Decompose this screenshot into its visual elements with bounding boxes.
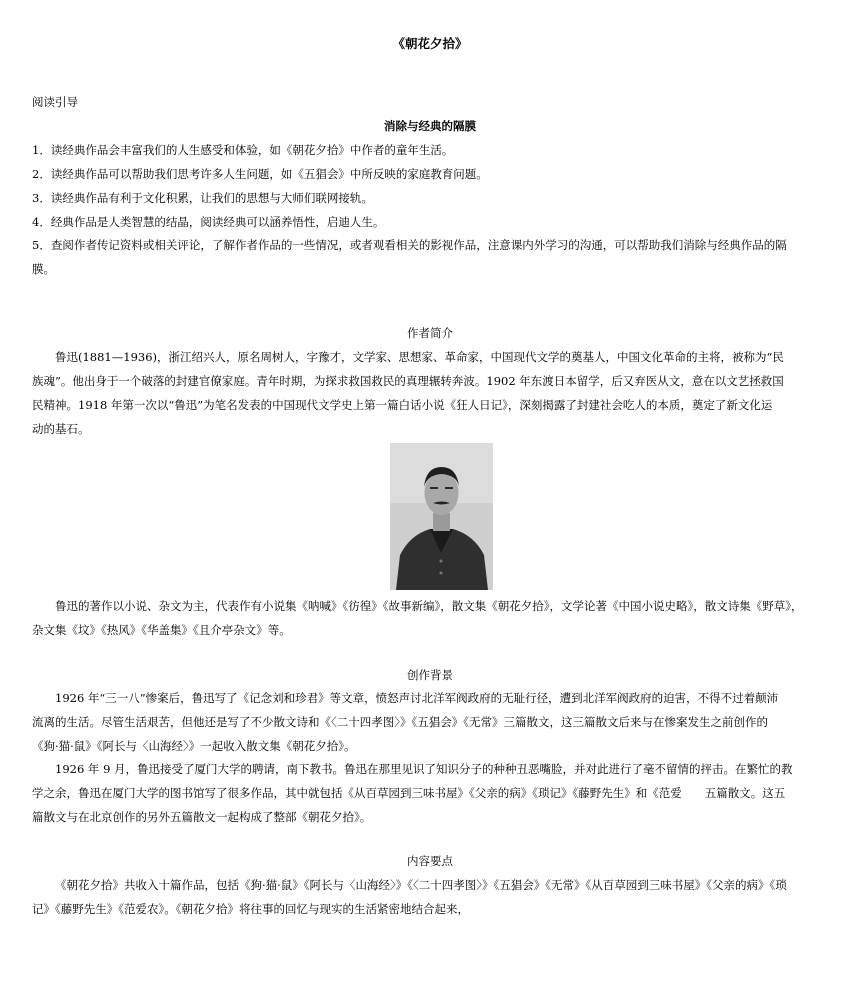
author-paragraph-line: 鲁迅(1881—1936)，浙江绍兴人，原名周树人，字豫才，文学家、思想家、革命家，中国现代文学的奠基人，中国文化革命的主将，被称为“民 <box>55 350 784 364</box>
author-heading: 作者简介 <box>407 326 453 340</box>
guide-item: 3．读经典作品有利于文化积累，让我们的思想与大师们联网接轨。 <box>32 191 373 205</box>
background-paragraph-line: 学之余，鲁迅在厦门大学的图书馆写了很多作品，其中就包括《从百草园到三味书屋》《父亲的病》《琐记》《藤野先生》和《范爱 五篇散文。这五 <box>32 786 786 800</box>
background-paragraph-line: 《狗·猫·鼠》《阿长与〈山海经〉》一起收入散文集《朝花夕拾》。 <box>32 739 356 753</box>
guide-item: 5．查阅作者传记资料或相关评论，了解作者作品的一些情况，或者观看相关的影视作品，注意课内外学习的沟通，可以帮助我们消除与经典作品的隔 <box>32 238 787 252</box>
content-paragraph-line: 《朝花夕拾》共收入十篇作品，包括《狗·猫·鼠》《阿长与〈山海经〉》《〈二十四孝图〉》《五猖会》《无常》《从百草园到三味书屋》《父亲的病》《琐 <box>55 878 787 892</box>
background-paragraph-line: 流离的生活。尽管生活艰苦，但他还是写了不少散文诗和《〈二十四孝图〉》《五猖会》《无常》三篇散文，这三篇散文后来与在惨案发生之前创作的 <box>32 715 768 729</box>
author-paragraph-line: 族魂”。他出身于一个破落的封建官僚家庭。青年时期，为探求救国救民的真理辗转奔波。1902 年东渡日本留学，后又弃医从文，意在以文艺拯救国 <box>32 374 784 388</box>
background-paragraph-line: 1926 年“三一八”惨案后，鲁迅写了《记念刘和珍君》等文章，愤怒声讨北洋军阀政府的无耻行径，遭到北洋军阀政府的迫害，不得不过着颠沛 <box>55 691 779 705</box>
guide-item-continuation: 膜。 <box>32 262 55 276</box>
page-title: 《朝花夕拾》 <box>392 36 468 51</box>
background-heading: 创作背景 <box>407 668 453 682</box>
guide-heading: 消除与经典的隔膜 <box>384 119 476 133</box>
content-paragraph-line: 记》《藤野先生》《范爱农》。《朝花夕拾》将往事的回忆与现实的生活紧密地结合起来， <box>32 902 469 916</box>
guide-label: 阅读引导 <box>32 95 78 109</box>
background-paragraph-line: 1926 年 9 月，鲁迅接受了厦门大学的聘请，南下教书。鲁迅在那里见识了知识分子的种种丑恶嘴脸，并对此进行了毫不留情的抨击。在繁忙的教 <box>55 762 793 776</box>
works-paragraph-line: 杂文集《坟》《热风》《华盖集》《且介亭杂文》等。 <box>32 623 291 637</box>
works-paragraph-line: 鲁迅的著作以小说、杂文为主，代表作有小说集《呐喊》《彷徨》《故事新编》，散文集《朝花夕拾》，文学论著《中国小说史略》，散文诗集《野草》， <box>55 599 803 613</box>
content-heading: 内容要点 <box>407 854 453 868</box>
author-paragraph-line: 动的基石。 <box>32 422 90 436</box>
author-paragraph-line: 民精神。1918 年第一次以“鲁迅”为笔名发表的中国现代文学史上第一篇白话小说《狂人日记》，深刻揭露了封建社会吃人的本质，奠定了新文化运 <box>32 398 773 412</box>
guide-item: 1．读经典作品会丰富我们的人生感受和体验，如《朝花夕拾》中作者的童年生活。 <box>32 143 454 157</box>
background-paragraph-line: 篇散文与在北京创作的另外五篇散文一起构成了整部《朝花夕拾》。 <box>32 810 372 824</box>
guide-item: 4．经典作品是人类智慧的结晶，阅读经典可以涵养悟性，启迪人生。 <box>32 215 385 229</box>
guide-item: 2．读经典作品可以帮助我们思考许多人生问题，如《五猖会》中所反映的家庭教育问题。 <box>32 167 488 181</box>
author-portrait <box>390 443 493 590</box>
